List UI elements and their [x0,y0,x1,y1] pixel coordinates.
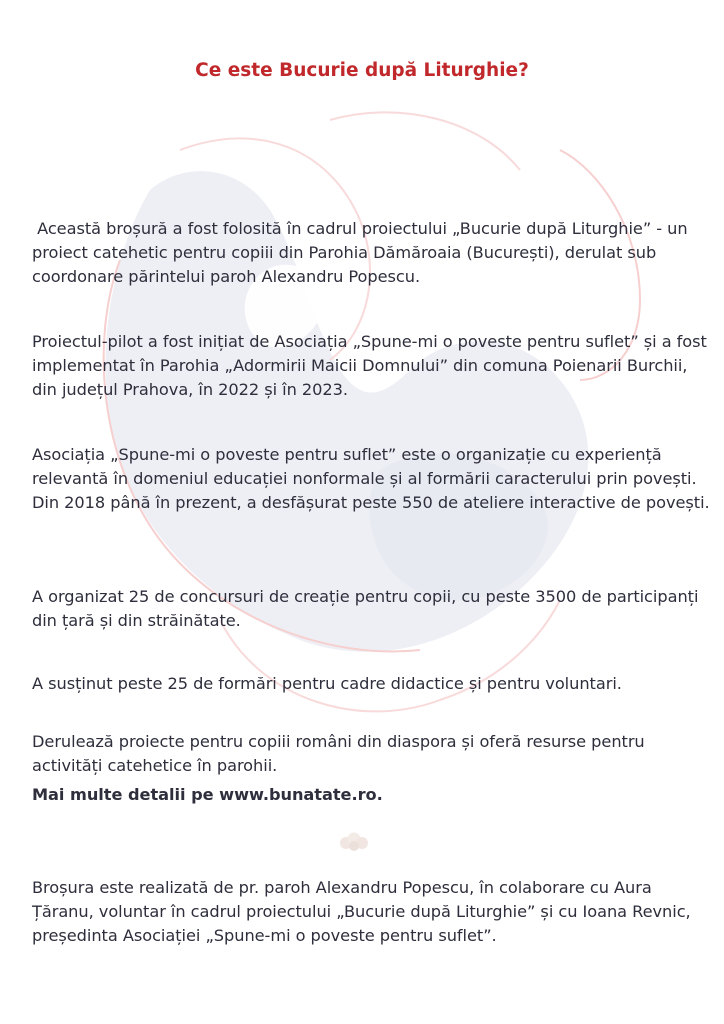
association-paragraph: Asociația „Spune-mi o poveste pentru suflet” este o organizație cu experiență relevantă în domeniul educației nonformale și al formării caracterului prin povești. Din 2018 până în prezent, a desfășurat peste 550 de ateliere interactive de povești. [32,445,710,512]
flower-divider-icon [336,830,372,854]
pilot-project-paragraph: Proiectul-pilot a fost inițiat de Asociația „Spune-mi o poveste pentru suflet” și a fost implementat în Parohia „Adormirii Maicii Domnului” din comuna Poienarii Burchii, din județul Prahova, în 2022 și în 2023. [32,332,707,399]
credits-paragraph: Broșura este realizată de pr. paroh Alexandru Popescu, în colaborare cu Aura Țăranu, voluntar în cadrul proiectului „Bucurie după Liturghie” și cu Ioana Revnic, președinta Asociației „Spune-mi o poveste pentru suflet”. [32,878,691,945]
intro-paragraph: Această broșură a fost folosită în cadrul proiectului „Bucurie după Liturghie” - un proiect catehetic pentru copiii din Parohia Dămăroaia (București), derulat sub coordonare părintelui paroh Alexandru Popescu. [32,219,688,286]
diaspora-paragraph: Derulează proiecte pentru copiii români din diaspora și oferă resurse pentru activități catehetice în parohii. [32,732,645,775]
contests-paragraph: A organizat 25 de concursuri de creație pentru copii, cu peste 3500 de participanți din țară și din străinătate. [32,587,699,630]
details-link-text: Mai multe detalii pe www.bunatate.ro. [32,785,383,804]
page-title: Ce este Bucurie după Liturghie? [195,60,529,81]
trainings-paragraph: A susținut peste 25 de formări pentru cadre didactice și pentru voluntari. [32,674,622,693]
